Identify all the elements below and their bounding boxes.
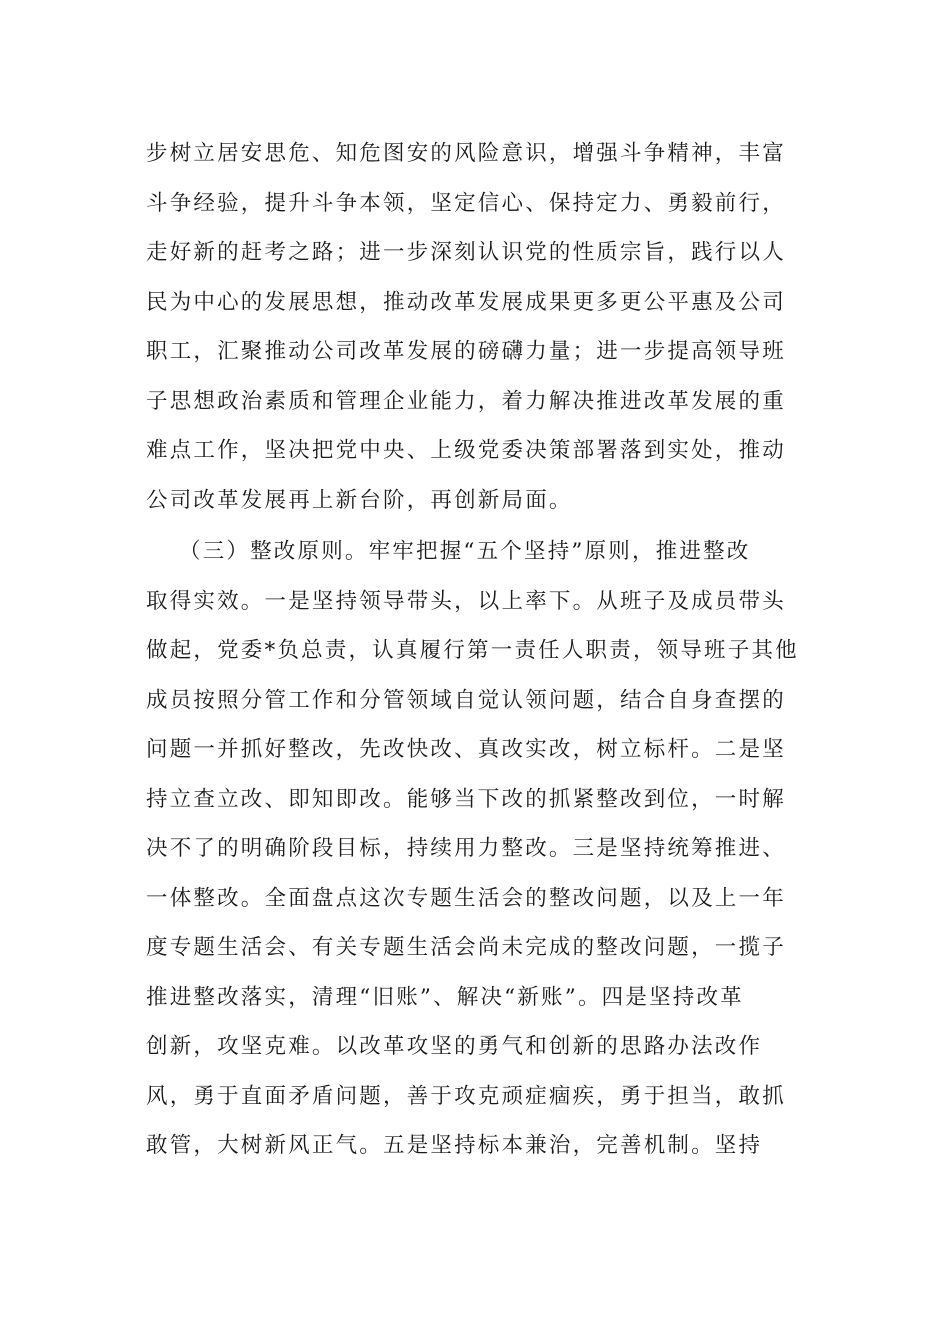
- text-line: 子思想政治素质和管理企业能力，着力解决推进改革发展的重: [146, 388, 786, 414]
- text-line: 步树立居安思危、知危图安的风险意识，增强斗争精神，丰富: [146, 141, 786, 166]
- text-line: 敢管，大树新风正气。五是坚持标本兼治，完善机制。坚持: [146, 1133, 763, 1158]
- text-line: 公司改革发展再上新台阶，再创新局面。: [146, 487, 573, 513]
- text-line: 走好新的赶考之路；进一步深刻认识党的性质宗旨，践行以人: [146, 240, 786, 265]
- text-line: 度专题生活会、有关专题生活会尚未完成的整改问题，一揽子: [146, 935, 786, 960]
- text-line: 做起，党委*负总责，认真履行第一责任人职责，领导班子其他: [146, 638, 799, 663]
- text-line: 决不了的明确阶段目标，持续用力整改。三是坚持统筹推进、: [146, 836, 786, 861]
- text-line: 风，勇于直面矛盾问题，善于攻克顽症痼疾，勇于担当，敢抓: [146, 1083, 786, 1109]
- text-line: 一体整改。全面盘点这次专题生活会的整改问题，以及上一年: [146, 885, 786, 911]
- text-line: 斗争经验，提升斗争本领，坚定信心、保持定力、勇毅前行，: [146, 190, 786, 216]
- text-line: 职工，汇聚推动公司改革发展的磅礴力量；进一步提高领导班: [146, 339, 786, 364]
- text-line-indented: （三）整改原则。牢牢把握“五个坚持”原则，推进整改: [179, 539, 751, 564]
- text-line: 创新，攻坚克难。以改革攻坚的勇气和创新的思路办法改作: [146, 1034, 763, 1059]
- paragraph-rectification-principles: [146, 527, 806, 1171]
- text-line: 持立查立改、即知即改。能够当下改的抓紧整改到位，一时解: [146, 786, 786, 812]
- text-line: 难点工作，坚决把党中央、上级党委决策部署落到实处，推动: [146, 438, 786, 463]
- text-line: 取得实效。一是坚持领导带头，以上率下。从班子及成员带头: [146, 588, 786, 614]
- text-line: 推进整改落实，清理“旧账”、解决“新账”。四是坚持改革: [146, 984, 744, 1010]
- text-line: 问题一并抓好整改，先改快改、真改实改，树立标杆。二是坚: [146, 737, 786, 762]
- text-line: 成员按照分管工作和分管领域自觉认领问题，结合自身查摆的: [146, 687, 786, 713]
- paragraph-continuation: [146, 129, 806, 525]
- text-line: 民为中心的发展思想，推动改革发展成果更多更公平惠及公司: [146, 289, 786, 315]
